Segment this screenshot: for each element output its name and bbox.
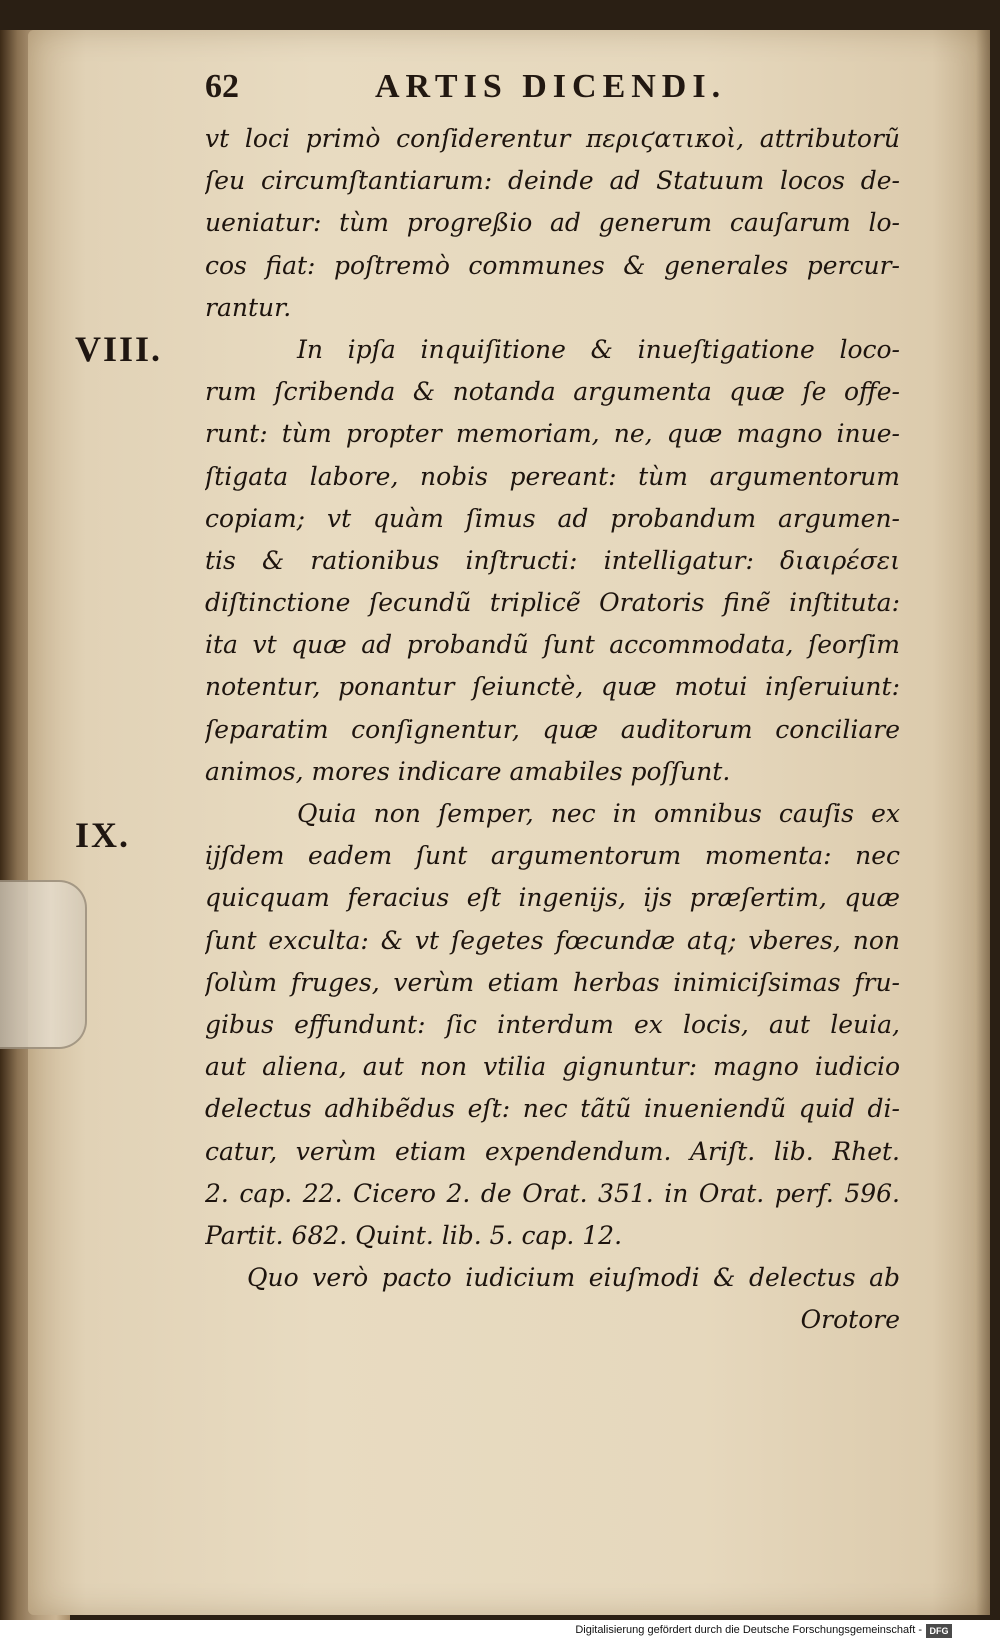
page-number: 62 xyxy=(205,68,239,105)
text-line: catur, verùm etiam expendendum. Ariſt. lib. Rhet. xyxy=(205,1136,900,1166)
text-line: notentur, ponantur ſeiunctè, quæ motui inſeruiunt: xyxy=(205,672,900,702)
marginal-number-ix: IX. xyxy=(75,815,131,855)
text-line: ſolùm fruges, verùm etiam herbas inimiciſsimas fru- xyxy=(205,967,900,997)
text-line: cos fiat: poſtremò communes & generales percur- xyxy=(205,250,900,280)
text-line: delectus adhibẽdus eſt: nec tãtũ inueniendũ quid di- xyxy=(205,1094,900,1124)
text-line: ſeparatim conſignentur, quæ auditorum conciliare xyxy=(205,714,900,744)
text-line: Partit. 682. Quint. lib. 5. cap. 12. xyxy=(205,1220,623,1250)
running-head-title: ARTIS DICENDI. xyxy=(375,68,727,105)
footer-credit: Digitalisierung gefördert durch die Deutsche Forschungsgemeinschaft - xyxy=(575,1624,922,1636)
text-line: diſtinctione ſecundũ triplicẽ Oratoris finẽ inſtituta: xyxy=(205,588,900,618)
text-line: 2. cap. 22. Cicero 2. de Orat. 351. in Orat. perf. 596. xyxy=(205,1178,900,1208)
text-line: runt: tùm propter memoriam, ne, quæ magno inue- xyxy=(205,419,900,449)
text-line: aut aliena, aut non vtilia gignuntur: magno iudicio xyxy=(205,1052,900,1082)
page-right-shadow xyxy=(976,30,990,1615)
body-text xyxy=(205,118,900,1341)
dfg-logo-icon: DFG xyxy=(926,1624,952,1638)
marginal-number-viii: VIII. xyxy=(75,329,163,369)
text-line: ueniatur: tùm progreßio ad generum cauſarum lo- xyxy=(205,208,900,238)
text-line: ſunt exculta: & vt ſegetes fœcundæ atq; vberes, non xyxy=(205,925,900,955)
running-head xyxy=(205,68,775,116)
text-line: ſtigata labore, nobis pereant: tùm argumentorum xyxy=(205,461,900,491)
text-line: vt loci primò conſiderentur περιϛατικοὶ, attributorũ xyxy=(205,124,900,153)
digitization-footer xyxy=(0,1620,1000,1643)
text-line: copiam; vt quàm ſimus ad probandum argumen- xyxy=(205,503,900,533)
text-line: tis & rationibus inſtructi: intelligatur: διαιρέσει xyxy=(205,545,900,575)
text-line-paragraph-start: Quia non ſemper, nec in omnibus cauſis ex xyxy=(297,799,900,828)
text-line: rantur. xyxy=(205,292,292,322)
catchword: Orotore xyxy=(800,1305,900,1335)
text-line: gibus effundunt: ſic interdum ex locis, aut leuia, xyxy=(205,1009,900,1039)
text-line: animos, mores indicare amabiles poſſunt. xyxy=(205,756,731,786)
text-line: ijſdem eadem ſunt argumentorum momenta: nec xyxy=(205,841,900,871)
text-line-paragraph-start: In ipſa inquiſitione & inueſtigatione loco- xyxy=(297,334,900,364)
page-clip-tab xyxy=(0,880,87,1049)
text-line-paragraph-start: Quo verò pacto iudicium eiuſmodi & delectus ab xyxy=(247,1263,900,1293)
text-line: ſeu circumſtantiarum: deinde ad Statuum locos de- xyxy=(205,166,900,196)
text-line: quicquam feracius eſt ingenijs, ijs præſertim, quæ xyxy=(205,883,900,913)
text-line: rum ſcribenda & notanda argumenta quæ ſe offe- xyxy=(205,377,900,407)
text-line: ita vt quæ ad probandũ ſunt accommodata, ſeorſim xyxy=(205,630,900,660)
